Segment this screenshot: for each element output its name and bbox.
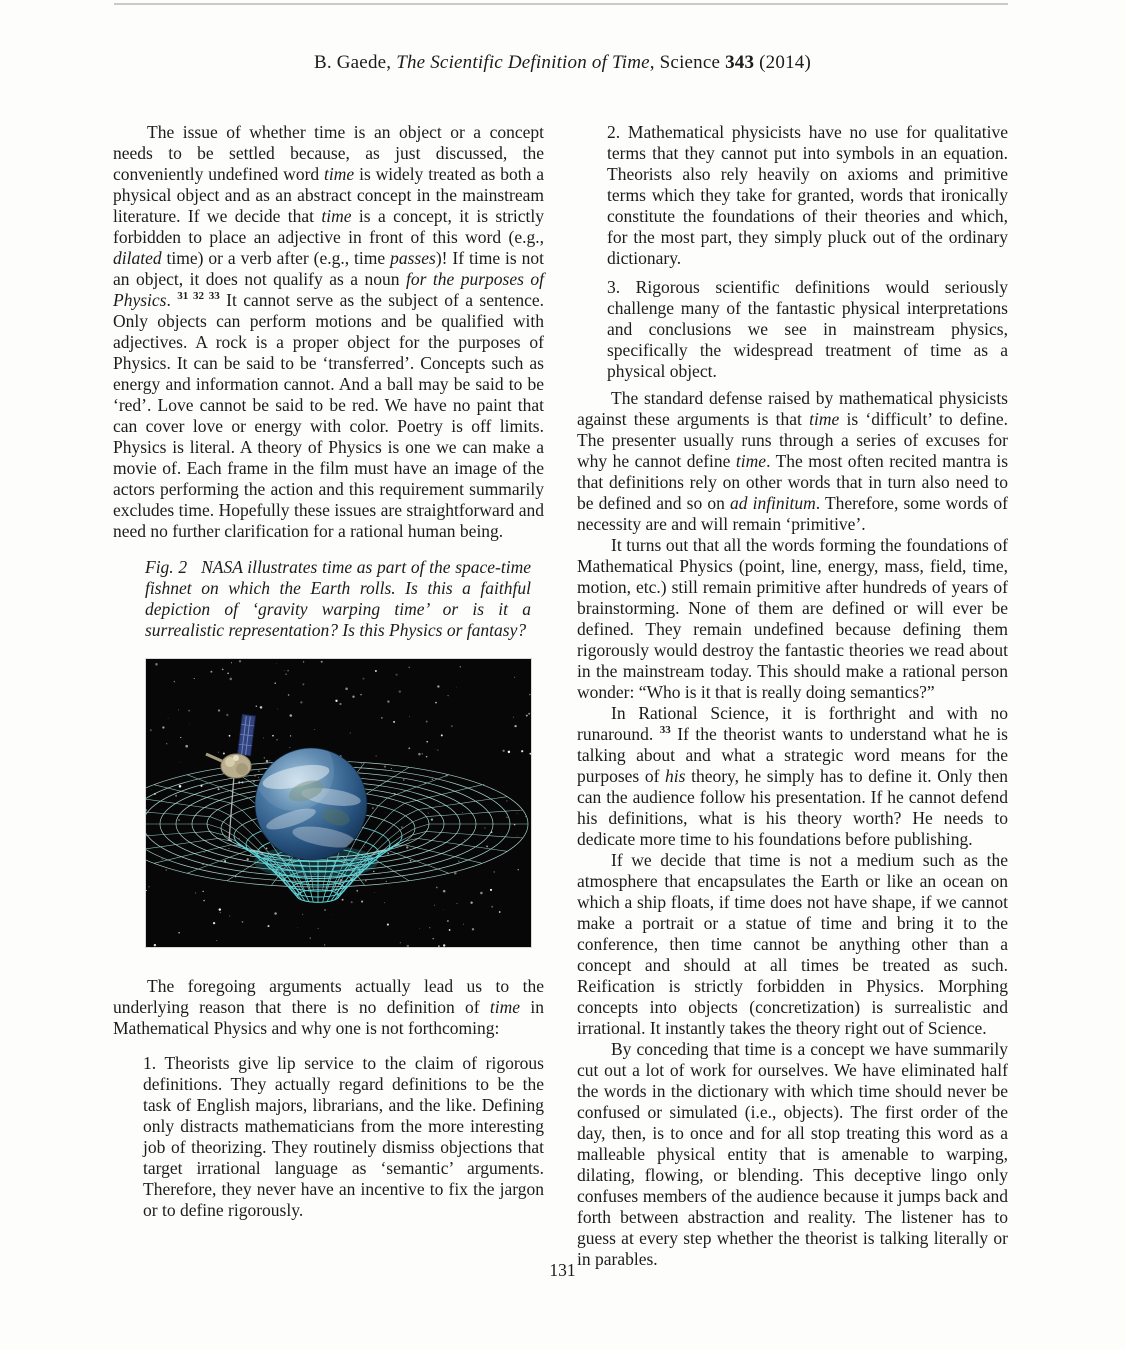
paragraph: The issue of whether time is an object or a concept needs to be settled because, as just discussed, the conveniently undefined word time is widely treated as both a physical object and as an abstract concept in the mainstream literature. If we decide that time is a concept, it is strictly forbidden to place an adjective in front of this word (e.g., dilated time) or a verb after (e.g., time passes)! If time is not an object, it does not qualify as a noun for the purposes of Physics. $^{31 32 33}$ It cannot serve as the subject of a sentence. Only objects can perform motions and be qualified with adjectives. A rock is a proper object for the purposes of Physics. It can be said to be ‘transferred’. Concepts such as energy and information cannot. And a ball may be said to be ‘red’. Love cannot be said to be red. We have no paint that can cover love or energy with color. Poetry is off limits. Physics is literal. A theory of Physics is one we can make a movie of. Each frame in the film must have an image of the actors performing the action and this requirement summarily excludes time. Hopefully these issues are straightforward and need no further clarification for a rational human being. [113, 122, 545, 541]
paragraph: If we decide that time is not a medium such as the atmosphere that encapsulates the Earth or like an ocean on which a ship floats, if time does not have shape, if we cannot make a portrait or a statue of time and bring it to the conference, then time cannot be anything other than a concept and should at all times be treated as such. Reification is strictly forbidden in Physics. Morphing concepts into objects (concretization) is surrealistic and irrational. It instantly takes the theory right out of Science. [577, 850, 1008, 1038]
paragraph: It turns out that all the words forming the foundations of Mathematical Physics (point, line, energy, mass, field, time, motion, etc.) still remain primitive after hundreds of years of brainstorming. None of them are defined or will ever be defined. They remain undefined because defining them rigorously would destroy the fantastic theories we read about in the mainstream today. This should make a rational person wonder: “Who is it that is really doing semantics?” [577, 535, 1008, 702]
running-head-citation: B. Gaede, The Scientific Definition of Time, Science 343 (2014) [313, 52, 812, 73]
left-column [113, 122, 544, 1270]
figure-caption: Fig. 2 NASA illustrates time as part of the space-time fishnet on which the Earth rolls. Is this a faithful depiction of ‘gravity warping time’ or is it a surrealistic representation? Is this Physics or fantasy? [145, 557, 531, 640]
numbered-item-1: 1. Theorists give lip service to the claim of rigorous definitions. They actually regard definitions to be the task of English majors, librarians, and the like. Defining only distracts mathematicians from the more interesting job of theorizing. They routinely dismiss objections that target irrational language as ‘semantic’ arguments. Therefore, they never have an incentive to fix the jargon or to define rigorously. [143, 1053, 544, 1220]
paragraph: By conceding that time is a concept we have summarily cut out a lot of work for ourselves. We have eliminated half the words in the dictionary with which time should never be confused or simulated (i.e., objects). The first order of the day, then, is to once and for all stop treating this word as a malleable physical entity that is amenable to warping, dilating, flowing, or blending. This deceptive lingo only confuses members of the audience because it jumps back and forth between abstraction and reality. The listener has to guess at every step whether the theorist is talking literally or in parables. [577, 1039, 1008, 1269]
top-rule [114, 3, 1008, 5]
numbered-item-2: 2. Mathematical physicists have no use for qualitative terms that they cannot put into symbols in an equation. Theorists also rely heavily on axioms and primitive terms which they take for granted, words that ironically constitute the foundations of their theories and which, for the most part, they simply pluck out of the ordinary dictionary. [607, 122, 1008, 268]
paragraph: The foregoing arguments actually lead us to the underlying reason that there is no definition of time in Mathematical Physics and why one is not forthcoming: [113, 976, 544, 1038]
figure-image [145, 658, 532, 948]
paragraph: The standard defense raised by mathematical physicists against these arguments is that time is ‘difficult’ to define. The presenter usually runs through a series of excuses for why he cannot define time. The most often recited mantra is that definitions rely on other words that in turn also need to be defined and so on ad infinitum. Therefore, some words of necessity are and will remain ‘primitive’. [577, 388, 1009, 534]
paragraph: In Rational Science, it is forthright and with no runaround. $^{33}$ If the theorist wants to understand what he is talking about and what a strategic word means for the purposes of his theory, he simply has to define it. Only then can the audience follow his presentation. If he cannot defend his definitions, what is his theory worth? He needs to dedicate more time to his foundations before publishing. [577, 703, 1008, 849]
page-number: 131 [549, 1260, 576, 1280]
numbered-item-3: 3. Rigorous scientific definitions would seriously challenge many of the fantastic physical interpretations and conclusions we see in mainstream physics, specifically the widespread treatment of time as a physical object. [607, 277, 1008, 381]
earth-spacetime-illustration [146, 659, 531, 947]
two-column-body [113, 122, 1008, 1270]
right-column [577, 122, 1008, 1270]
